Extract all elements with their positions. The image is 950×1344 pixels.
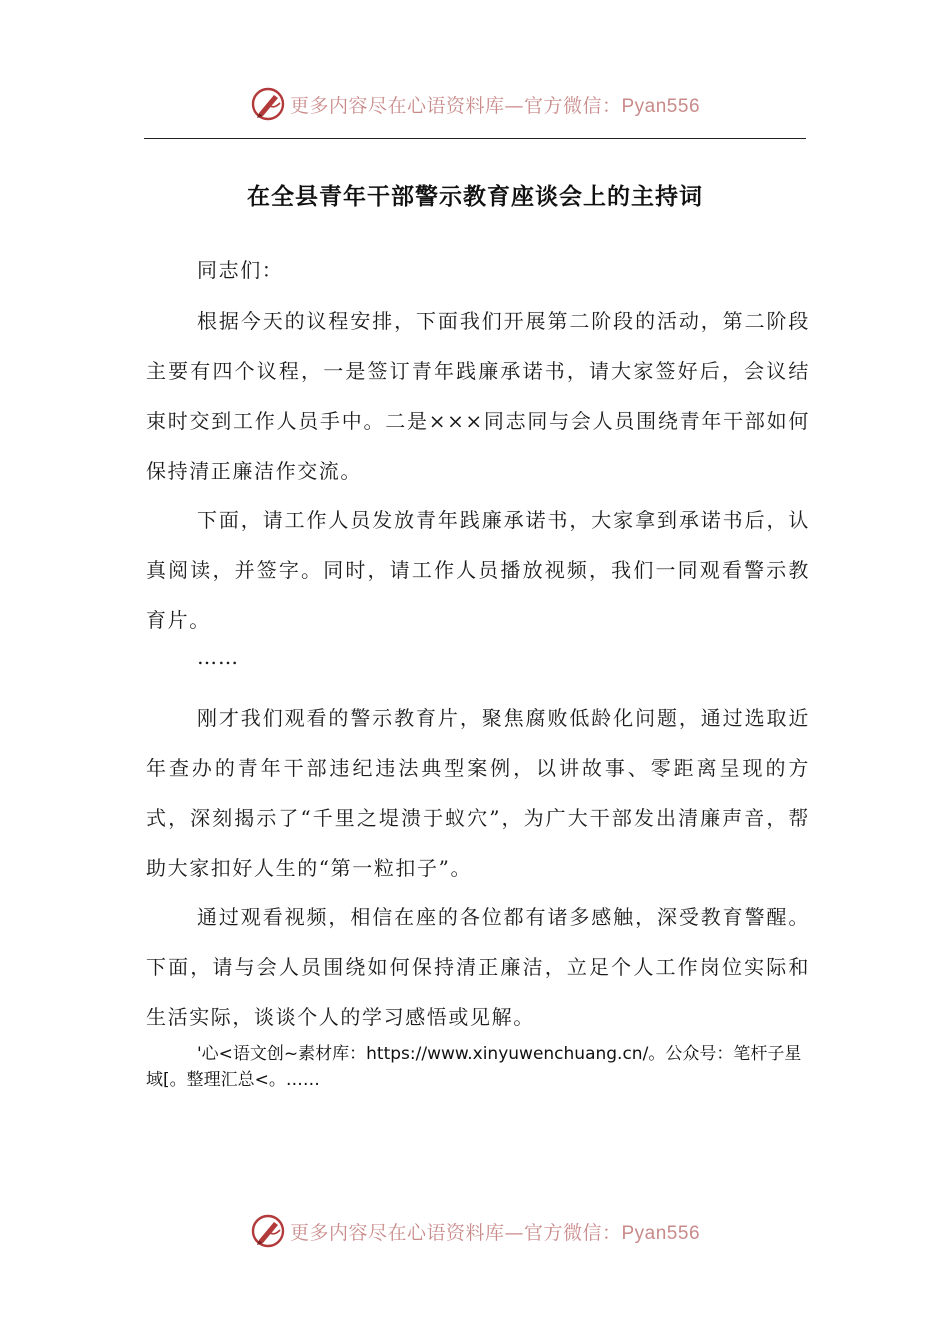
footer-watermark-text [290,1218,700,1245]
pen-logo-icon [250,1213,286,1249]
header-brand: 更多内容尽在心语资料库 [289,94,505,117]
header-watermark [0,84,950,124]
footer-dash: — [504,1221,524,1244]
header-wechat-label: 官方微信： [523,94,622,117]
header-wechat-id: Pyan556 [621,95,701,117]
ellipsis: …… [197,645,239,669]
header-rule [144,138,806,139]
paragraph-2: 下面，请工作人员发放青年践廉承诺书，大家拿到承诺书后，认真阅读，并签字。同时，请工作人员播放视频，我们一同观看警示教育片。 [146,508,810,632]
header-dash: — [504,94,524,117]
source-note: '心<语文创~素材库：https://www.xinyuwenchuang.cn/。公众号：笔杆子星域[。整理汇总<。…… [146,1044,802,1090]
pen-logo-icon [250,86,286,122]
document-title: 在全县青年干部警示教育座谈会上的主持词 [247,184,703,210]
footer-wechat-label: 官方微信： [523,1221,622,1244]
footer-brand: 更多内容尽在心语资料库 [289,1221,505,1244]
paragraph-3: 刚才我们观看的警示教育片，聚焦腐败低龄化问题，通过选取近年查办的青年干部违纪违法典型案例，以讲故事、零距离呈现的方式，深刻揭示了“千里之堤溃于蚁穴”，为广大干部发出清廉声音，帮助大家扣好人生的“第一粒扣子”。 [146,706,810,880]
footer-watermark [0,1211,950,1251]
footer-wechat-id: Pyan556 [621,1222,701,1244]
greeting: 同志们： [197,258,284,282]
paragraph-1: 根据今天的议程安排，下面我们开展第二阶段的活动，第二阶段主要有四个议程，一是签订青年践廉承诺书，请大家签好后，会议结束时交到工作人员手中。二是×××同志同与会人员围绕青年干部如何保持清正廉洁作交流。 [146,309,810,483]
header-watermark-text [290,91,700,118]
paragraph-4: 通过观看视频，相信在座的各位都有诸多感触，深受教育警醒。下面，请与会人员围绕如何保持清正廉洁，立足个人工作岗位实际和生活实际，谈谈个人的学习感悟或见解。 [146,905,810,1029]
